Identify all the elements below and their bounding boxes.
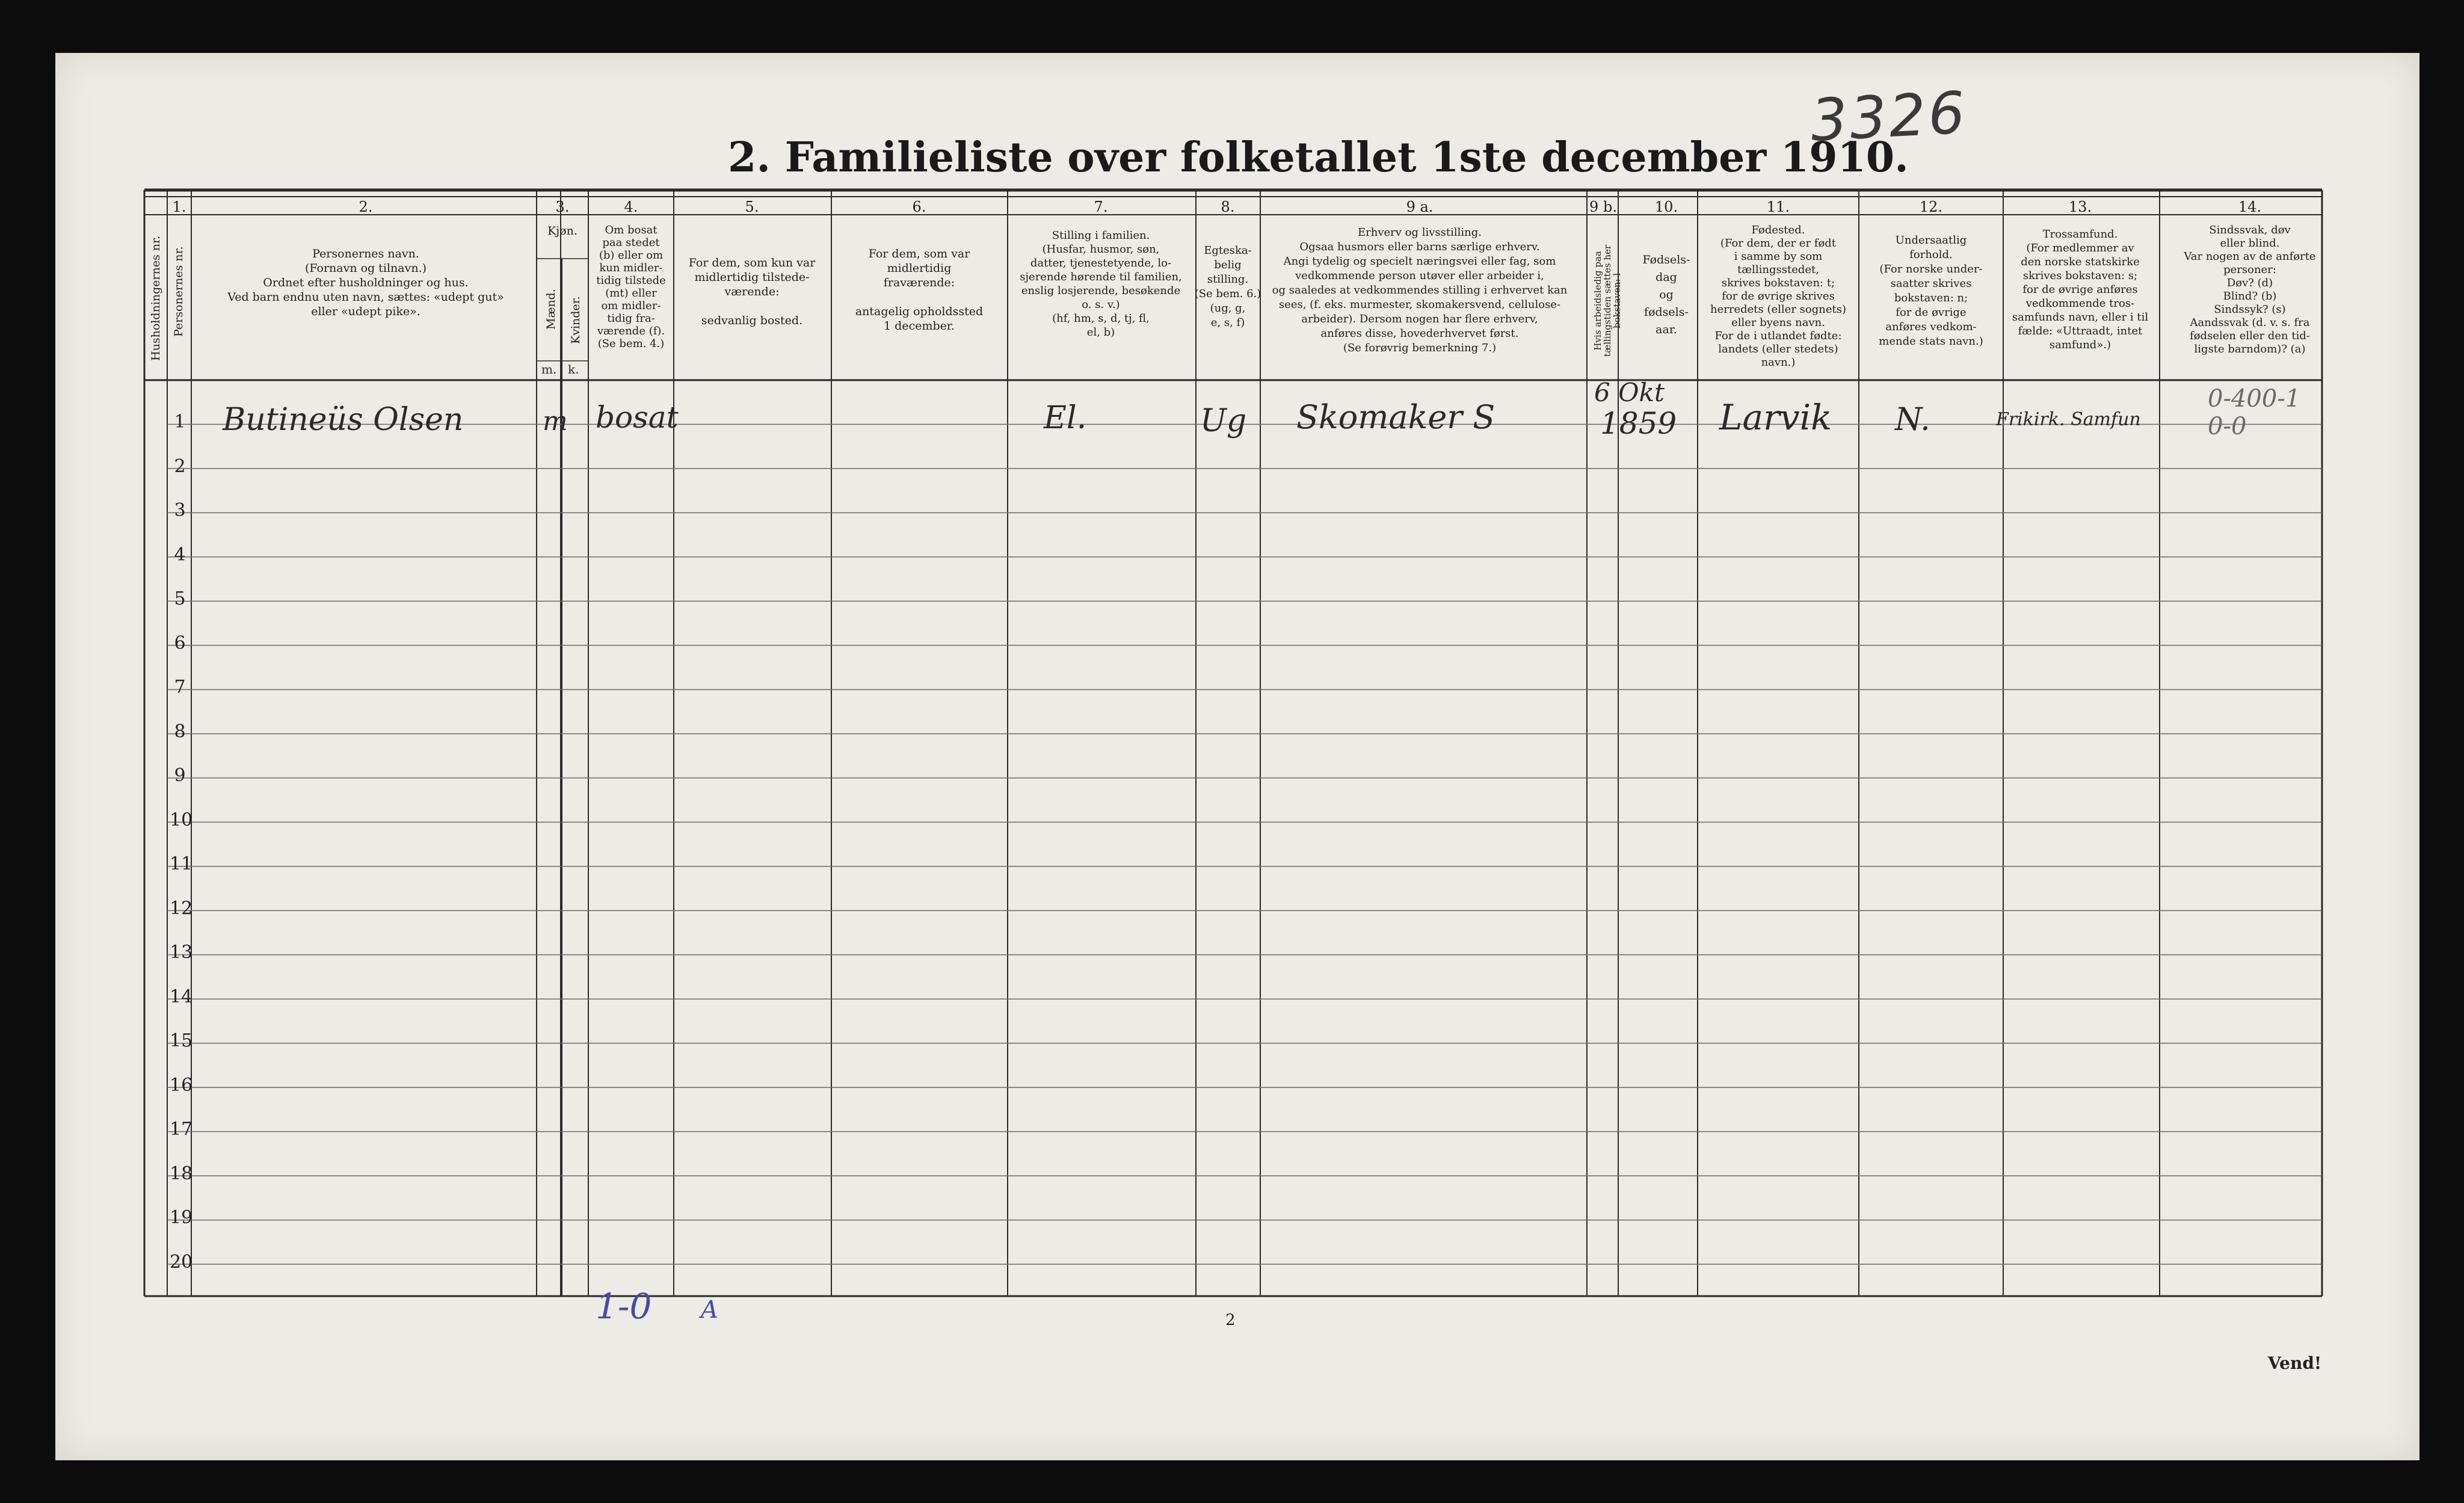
header-col-8: Egteska- belig stilling. (Se bem. 6.) (ug, g, e, s, f) bbox=[1194, 244, 1261, 329]
header-col-9a: Erhverv og livsstilling. Ogsaa husmors eller barns særlige erhverv. Angi tydelig og specielt næringsvei eller fag, som vedkommende person utøver eller arbeider i, og saaledes at vedkommendes stilling i erhvervet kan sees, (f. eks. murmester, skomakersvend, cellulose- arbeider). Dersom nogen har flere erhverv, anføres disse, hovederhvervet først. (Se forøvrig bemerkning 7.) bbox=[1272, 226, 1568, 354]
column-number-9b: 9 b. bbox=[1589, 198, 1617, 215]
entry-family-position: El. bbox=[1044, 400, 1087, 436]
entry-citizenship: N. bbox=[1895, 402, 1930, 438]
row-number: 19 bbox=[170, 1207, 193, 1228]
row-number: 15 bbox=[170, 1030, 193, 1051]
row-number: 5 bbox=[174, 588, 186, 609]
row-number: 20 bbox=[170, 1251, 193, 1273]
header-col-4: Om bosat paa stedet (b) eller om kun midler- tidig tilstede (mt) eller om midler- tidig fra- værende (f). (Se bem. 4.) bbox=[596, 224, 666, 350]
column-number-13: 13. bbox=[2068, 198, 2092, 215]
row-number: 9 bbox=[174, 765, 186, 786]
column-number-8: 8. bbox=[1221, 198, 1235, 215]
row-number: 11 bbox=[170, 853, 193, 874]
entry-name: Butineüs Olsen bbox=[223, 402, 464, 438]
column-number-14: 14. bbox=[2238, 198, 2262, 215]
header-household-nr: Husholdningernes nr. bbox=[149, 235, 162, 361]
header-male: Mænd. bbox=[544, 289, 558, 330]
header-col-9b: Hvis arbeidsledig paa tællingstiden sættes her bokstaven: l bbox=[1592, 244, 1622, 357]
column-number-1: 1. bbox=[172, 198, 186, 215]
column-number-4: 4. bbox=[624, 198, 638, 215]
page-title: 2. Familieliste over folketallet 1ste december 1910. bbox=[728, 134, 1909, 182]
row-number: 18 bbox=[170, 1163, 193, 1184]
row-number: 12 bbox=[170, 897, 193, 919]
header-person-nr: Personernes nr. bbox=[172, 246, 185, 337]
column-number-6: 6. bbox=[912, 198, 926, 215]
tally-count: 1-0 bbox=[596, 1286, 652, 1327]
column-number-10: 10. bbox=[1654, 198, 1678, 215]
header-col-2: Personernes navn. (Fornavn og tilnavn.) Ordnet efter husholdninger og hus. Ved barn endnu uten navn, sættes: «udept gut» eller «udept pike». bbox=[227, 247, 504, 318]
header-col-7: Stilling i familien. (Husfar, husmor, søn, datter, tjenestetyende, lo- sjerende hørende til familien, enslig losjerende, besøkende o. s. v.) (hf, hm, s, d, tj, fl, el, b) bbox=[1020, 229, 1182, 339]
header-k: k. bbox=[568, 362, 579, 377]
entry-marital-status: Ug bbox=[1200, 403, 1247, 439]
row-number: 16 bbox=[170, 1074, 193, 1096]
row-number: 4 bbox=[174, 544, 186, 565]
column-number-11: 11. bbox=[1766, 198, 1790, 215]
column-number-9a: 9 a. bbox=[1406, 198, 1434, 215]
header-col-14: Sindssvak, døv eller blind. Var nogen av de anførte personer: Døv? (d) Blind? (b) Sindssyk? (s) Aandssvak (d. v. s. fra fødselen eller den tid- ligste barndom)? (a) bbox=[2184, 224, 2316, 355]
tally-mark: A bbox=[701, 1296, 718, 1324]
row-number: 13 bbox=[170, 942, 193, 963]
header-col-10: Fødsels- dag og fødsels- aar. bbox=[1642, 253, 1690, 336]
entry-birthplace: Larvik bbox=[1719, 397, 1832, 438]
row-number: 14 bbox=[170, 986, 193, 1007]
header-col-11: Fødested. (For dem, der er født i samme by som tællingsstedet, skrives bokstaven: t; for de øvrige skrives herredets (eller sognets) eller byens navn. For de i utlandet fødte: landets (eller stedets) navn.) bbox=[1710, 224, 1846, 369]
header-col-5: For dem, som kun var midlertidig tilstede- værende: sedvanlig bosted. bbox=[688, 256, 816, 327]
page-number: 2 bbox=[1225, 1311, 1236, 1329]
entry-residence: bosat bbox=[596, 400, 679, 435]
row-number: 6 bbox=[174, 632, 186, 654]
row-number: 1 bbox=[174, 411, 186, 432]
entry-occupation: Skomaker S bbox=[1296, 398, 1495, 436]
column-number-12: 12. bbox=[1919, 198, 1943, 215]
entry-birth-year: 1859 bbox=[1600, 406, 1677, 441]
header-col-12: Undersaatlig forhold. (For norske under- saatter skrives bokstaven: n; for de øvrige anføres vedkom- mende stats navn.) bbox=[1879, 234, 1983, 348]
header-col-13: Trossamfund. (For medlemmer av den norske statskirke skrives bokstaven: s; for de øvrige anføres vedkommende tros- samfunds navn, eller i til fælde: «Uttraadt, intet samfund».) bbox=[2012, 228, 2149, 351]
row-number: 8 bbox=[174, 721, 186, 742]
row-number: 7 bbox=[174, 677, 186, 698]
column-number-2: 2. bbox=[359, 198, 373, 215]
row-number: 10 bbox=[170, 809, 193, 831]
archive-number: 3326 bbox=[1809, 79, 1970, 155]
row-number: 17 bbox=[170, 1119, 193, 1140]
header-col-6: For dem, som var midlertidig fraværende: antagelig opholdssted 1 december. bbox=[855, 247, 984, 333]
entry-note: 0-400-1 bbox=[2208, 385, 2301, 413]
entry-sex: m bbox=[543, 406, 568, 437]
header-col-3: Kjøn. bbox=[547, 224, 578, 238]
entry-birth-date: 6 Okt bbox=[1594, 378, 1665, 407]
column-number-5: 5. bbox=[745, 198, 759, 215]
entry-religion: Frikirk. Samfun bbox=[1996, 409, 2141, 430]
header-m: m. bbox=[541, 362, 557, 377]
entry-note-2: 0-0 bbox=[2208, 413, 2247, 440]
row-number: 2 bbox=[174, 455, 186, 477]
column-number-7: 7. bbox=[1094, 198, 1108, 215]
header-female: Kvinder. bbox=[569, 296, 582, 344]
column-number-3: 3. bbox=[555, 198, 570, 215]
turn-page-label: Vend! bbox=[2268, 1353, 2322, 1373]
row-number: 3 bbox=[174, 500, 186, 521]
